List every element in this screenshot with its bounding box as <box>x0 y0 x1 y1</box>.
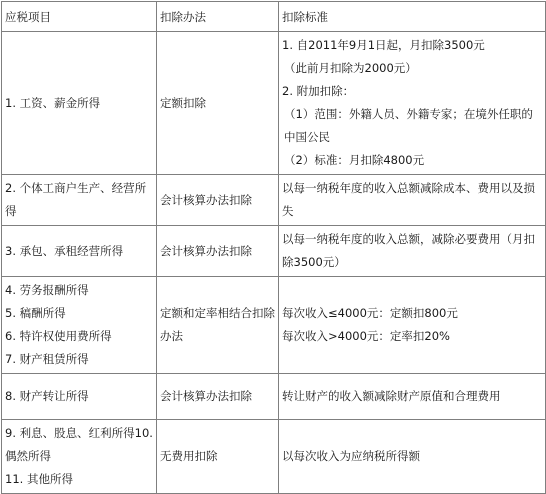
method-text: 定额和定率相结合扣除办法 <box>160 306 275 343</box>
table-row <box>2 374 546 420</box>
standard-text: 每次收入≤4000元：定额扣800元 <box>282 306 458 320</box>
standard-text: 以每一纳税年度的收入总额减除成本、费用以及损失 <box>282 181 535 218</box>
item-text: 3. 承包、承租经营所得 <box>5 243 124 258</box>
standard-text: 转让财产的收入额减除财产原值和合理费用 <box>282 389 501 403</box>
method-text: 定额扣除 <box>160 95 206 110</box>
item-text: 6. 特许权使用费所得 <box>5 329 112 343</box>
table-row <box>2 32 546 175</box>
cell-deduction-method <box>157 175 279 226</box>
cell-deduction-standard <box>279 175 546 226</box>
cell-taxable-item <box>2 420 157 494</box>
method-text: 无费用扣除 <box>160 449 218 463</box>
header-deduction-method: 扣除办法 <box>157 2 279 32</box>
standard-text: （2）标准：月扣除4800元 <box>284 153 425 167</box>
tax-deduction-table <box>1 1 546 494</box>
item-text: 8. 财产转让所得 <box>5 389 89 403</box>
table-header-row <box>2 2 546 32</box>
item-text: 4. 劳务报酬所得 <box>5 283 89 297</box>
item-text: 2. 个体工商户生产、经营所得 <box>5 181 147 218</box>
table-row <box>2 226 546 277</box>
cell-deduction-method <box>157 420 279 494</box>
table-row <box>2 175 546 226</box>
method-text: 会计核算办法扣除 <box>160 192 252 207</box>
item-text: 1. 工资、薪金所得 <box>5 95 101 110</box>
cell-taxable-item <box>2 175 157 226</box>
header-deduction-standard: 扣除标准 <box>279 2 546 32</box>
method-text: 会计核算办法扣除 <box>160 389 252 403</box>
item-text: 7. 财产租赁所得 <box>5 352 89 366</box>
cell-deduction-standard <box>279 374 546 420</box>
cell-taxable-item <box>2 374 157 420</box>
standard-text: 1. 自2011年9月1日起，月扣除3500元 <box>282 38 485 52</box>
item-text: 9. 利息、股息、红利所得10. 偶然所得 <box>5 426 153 463</box>
method-text: 会计核算办法扣除 <box>160 243 252 258</box>
cell-deduction-standard <box>279 226 546 277</box>
cell-deduction-method <box>157 32 279 175</box>
cell-taxable-item <box>2 277 157 374</box>
cell-taxable-item <box>2 226 157 277</box>
standard-text: 以每一纳税年度的收入总额，减除必要费用（月扣除3500元） <box>282 232 535 269</box>
standard-text: 以每次收入为应纳税所得额 <box>282 449 420 463</box>
table-row <box>2 420 546 494</box>
cell-deduction-method <box>157 374 279 420</box>
standard-text: 2. 附加扣除： <box>282 84 355 98</box>
standard-text: 每次收入>4000元：定率扣20% <box>282 329 450 343</box>
cell-deduction-method <box>157 277 279 374</box>
standard-text: （此前月扣除为2000元） <box>284 61 417 75</box>
cell-deduction-standard <box>279 277 546 374</box>
item-text: 11. 其他所得 <box>5 472 73 486</box>
item-text: 5. 稿酬所得 <box>5 306 66 320</box>
table-row <box>2 277 546 374</box>
cell-deduction-method <box>157 226 279 277</box>
cell-deduction-standard <box>279 32 546 175</box>
standard-text: （1）范围：外籍人员、外籍专家；在境外任职的中国公民 <box>284 107 533 144</box>
header-taxable-item: 应税项目 <box>2 2 157 32</box>
cell-taxable-item <box>2 32 157 175</box>
cell-deduction-standard <box>279 420 546 494</box>
